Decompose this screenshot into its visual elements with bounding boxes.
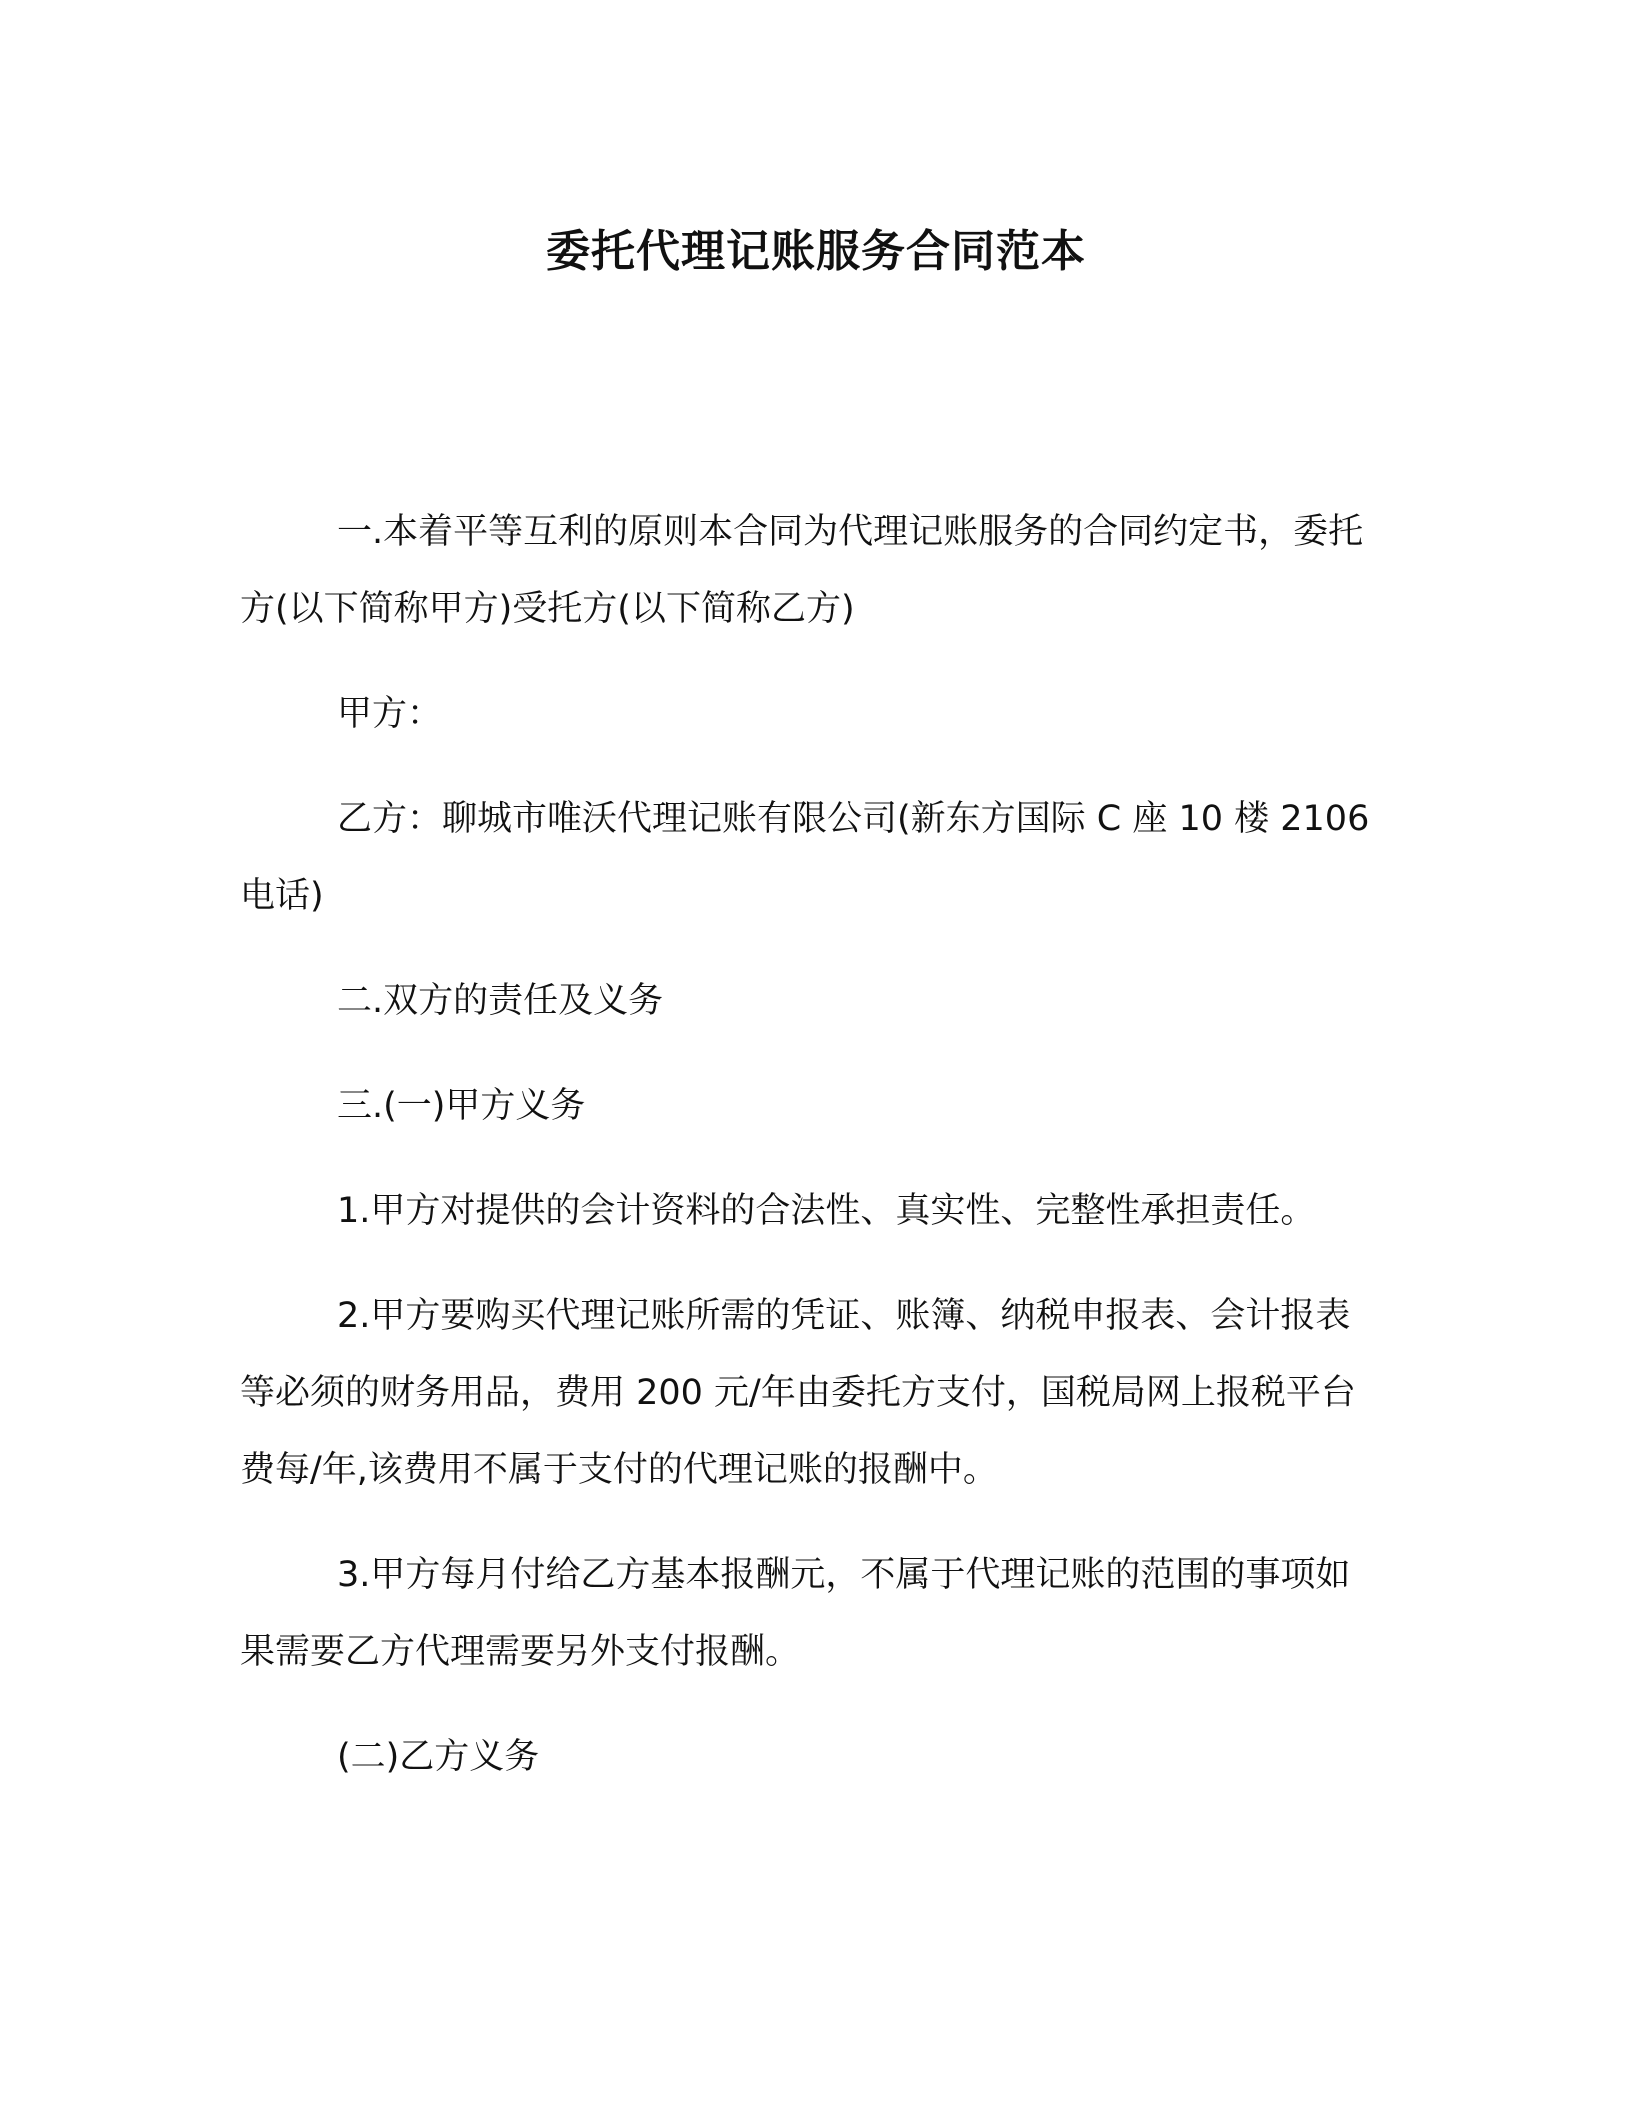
paragraph-section-three: 三.(一)甲方义务 <box>337 1086 586 1126</box>
paragraph-item-1: 1.甲方对提供的会计资料的合法性、真实性、完整性承担责任。 <box>337 1191 1316 1231</box>
paragraph-item-3: 3.甲方每月付给乙方基本报酬元，不属于代理记账的范围的事项如果需要乙方代理需要另外支付报酬。 <box>240 1555 1351 1672</box>
paragraph-section-two: 二.双方的责任及义务 <box>337 981 664 1021</box>
paragraph-party-b-duties: (二)乙方义务 <box>337 1737 540 1777</box>
document-body <box>240 494 1376 1824</box>
paragraph-item-2: 2.甲方要购买代理记账所需的凭证、账簿、纳税申报表、会计报表等必须的财务用品，费用 200 元/年由委托方支付，国税局网上报税平台费每/年,该费用不属于支付的代理记账的报酬中。 <box>240 1296 1356 1490</box>
paragraph-intro: 一.本着平等互利的原则本合同为代理记账服务的合同约定书，委托方(以下简称甲方)受托方(以下简称乙方) <box>240 512 1364 629</box>
paragraph-party-a: 甲方： <box>337 694 443 734</box>
document-title: 委托代理记账服务合同范本 <box>546 226 1086 277</box>
paragraph-party-b: 乙方：聊城市唯沃代理记账有限公司(新东方国际 C 座 10 楼 2106 电话) <box>240 799 1370 916</box>
